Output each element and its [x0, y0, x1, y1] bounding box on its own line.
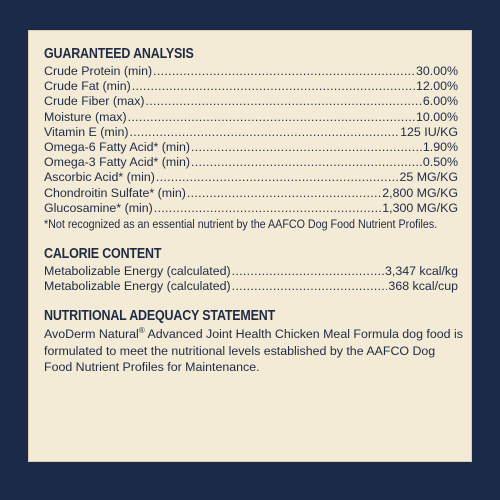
row-value: 12.00% — [415, 79, 458, 94]
row-value: 6.00% — [422, 94, 458, 109]
guaranteed-analysis-table — [44, 64, 458, 216]
row-value: 1.90% — [422, 139, 458, 154]
dot-leader — [129, 125, 399, 140]
dot-leader — [146, 94, 422, 109]
row-label: Crude Fat (min) — [44, 79, 131, 94]
analysis-row — [44, 170, 458, 185]
adequacy-text: Advanced Joint Health Chicken Meal Formula dog food is formulated to meet the nutritional levels established by the AAFCO Dog Food Nutrient Profiles for Maintenance. — [44, 327, 463, 375]
dot-leader — [232, 264, 384, 279]
row-value: 10.00% — [415, 109, 458, 124]
analysis-row — [44, 94, 458, 109]
row-label: Vitamin E (min) — [44, 124, 129, 139]
analysis-row — [44, 79, 458, 94]
analysis-row — [44, 125, 458, 140]
row-value: 30.00% — [415, 64, 458, 78]
adequacy-statement — [44, 326, 464, 376]
dot-leader — [191, 155, 422, 170]
analysis-row — [44, 279, 458, 294]
analysis-row — [44, 110, 458, 125]
footnote — [44, 216, 458, 232]
row-label: Omega-6 Fatty Acid* (min) — [44, 139, 190, 154]
row-value: 3,347 kcal/kg — [384, 263, 458, 278]
dot-leader — [128, 110, 415, 125]
row-label: Metabolizable Energy (calculated) — [44, 279, 231, 294]
analysis-row — [44, 186, 458, 201]
dot-leader — [132, 79, 415, 94]
row-label: Metabolizable Energy (calculated) — [44, 263, 231, 278]
row-label: Glucosamine* (min) — [44, 200, 153, 215]
adequacy-heading: NUTRITIONAL ADEQUACY STATEMENT — [44, 308, 276, 325]
row-value: 2,800 MG/KG — [382, 185, 458, 200]
row-label: Ascorbic Acid* (min) — [44, 170, 155, 185]
analysis-row — [44, 201, 458, 216]
guaranteed-analysis-heading: GUARANTEED ANALYSIS — [44, 46, 194, 62]
analysis-row — [44, 64, 458, 79]
brand-name: AvoDerm Natural — [44, 327, 139, 342]
row-label: Crude Protein (min) — [44, 64, 153, 78]
label-panel — [28, 30, 472, 462]
analysis-row — [44, 140, 458, 155]
dot-leader — [153, 64, 415, 79]
dot-leader — [154, 201, 381, 216]
label-content — [44, 46, 463, 390]
row-label: Crude Fiber (max) — [44, 94, 145, 109]
row-value: 1,300 MG/KG — [382, 200, 458, 215]
footnote-text: *Not recognized as an essential nutrient by the AAFCO Dog Food Nutrient Profiles. — [44, 216, 438, 231]
dot-leader — [232, 279, 388, 294]
registered-mark: ® — [138, 326, 145, 336]
dot-leader — [191, 140, 422, 155]
dot-leader — [156, 170, 399, 185]
row-value: 25 MG/KG — [399, 170, 458, 185]
row-label: Chondroitin Sulfate* (min) — [44, 185, 186, 200]
row-label: Moisture (max) — [44, 109, 127, 124]
analysis-row — [44, 264, 458, 279]
guaranteed-analysis-section — [44, 46, 458, 232]
row-value: 0.50% — [422, 155, 458, 170]
row-value: 368 kcal/cup — [388, 279, 458, 294]
analysis-row — [44, 155, 458, 170]
row-value: 125 IU/KG — [400, 124, 458, 139]
row-label: Omega-3 Fatty Acid* (min) — [44, 155, 190, 170]
dot-leader — [187, 186, 381, 201]
calorie-content-section — [44, 246, 458, 294]
adequacy-section — [44, 308, 463, 376]
calorie-content-heading: CALORIE CONTENT — [44, 245, 162, 262]
calorie-content-table — [44, 264, 458, 294]
